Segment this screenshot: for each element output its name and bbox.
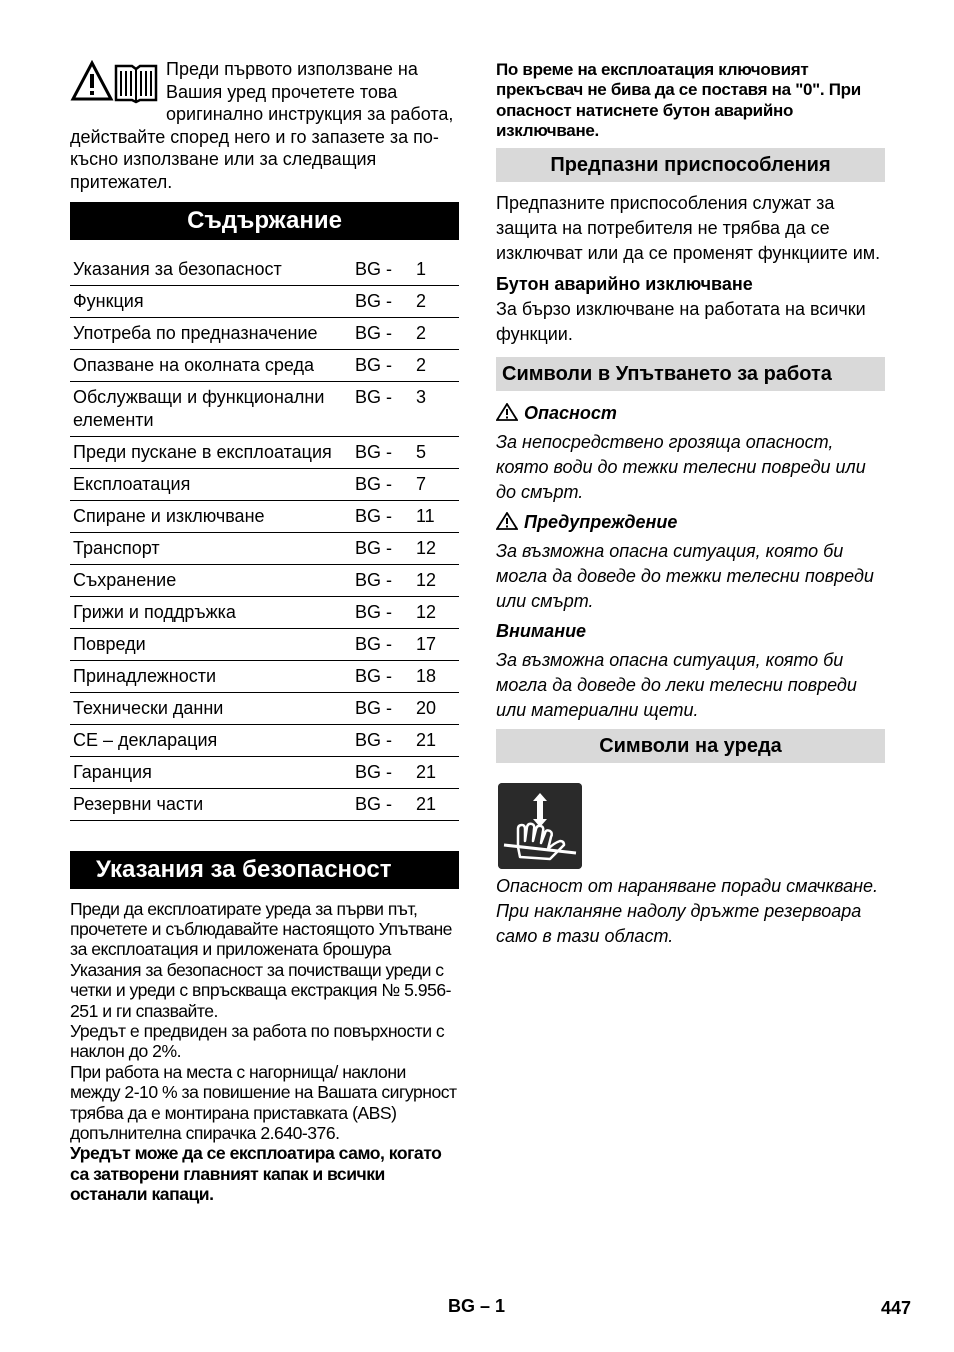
contents-row-code: BG - bbox=[348, 468, 413, 500]
contents-row-code: BG - bbox=[348, 349, 413, 381]
contents-row bbox=[70, 436, 459, 468]
safety-bold-paragraph: Уредът може да се експлоатира само, когато са затворени главният капак и всички останали капаци. bbox=[70, 1143, 442, 1205]
safety-paragraph: При работа на места с нагорнища/ наклони между 2-10 % за повишение на Вашата сигурност трябва да е монтирана приставката (ABS) допълнителна спирачка 2.640-376. bbox=[70, 1061, 457, 1144]
footer-code: BG – 1 bbox=[448, 1296, 506, 1316]
crush-hazard-icon bbox=[498, 783, 582, 869]
contents-row-code: BG - bbox=[348, 254, 413, 286]
contents-row-title: Принадлежности bbox=[70, 660, 348, 692]
caution-text: За възможна опасна ситуация, която би могла да доведе до леки телесни повреди или материални щети. bbox=[496, 649, 857, 720]
safety-paragraph: Уредът е предвиден за работа по повърхности с наклон до 2%. bbox=[70, 1021, 445, 1062]
contents-row-page: 7 bbox=[413, 468, 459, 500]
contents-row-page: 21 bbox=[413, 788, 459, 820]
contents-row bbox=[70, 788, 459, 820]
contents-row-title: Обслужващи и функционални елементи bbox=[70, 381, 348, 436]
contents-row-page: 12 bbox=[413, 532, 459, 564]
safety-heading: Указания за безопасност bbox=[70, 851, 459, 889]
contents-row-page: 2 bbox=[413, 285, 459, 317]
contents-row-code: BG - bbox=[348, 285, 413, 317]
warning-label: Предупреждение bbox=[524, 511, 678, 532]
contents-row-page: 12 bbox=[413, 596, 459, 628]
warning-text: За възможна опасна ситуация, която би могла да доведе до тежки телесни повреди или смърт. bbox=[496, 540, 874, 611]
contents-row-code: BG - bbox=[348, 756, 413, 788]
contents-row bbox=[70, 349, 459, 381]
contents-row-code: BG - bbox=[348, 500, 413, 532]
right-column bbox=[496, 60, 885, 949]
intro-text: Преди първото използване на Вашия уред прочетете това оригинално инструкция за работа, действайте според него и го запазете за по-късно използване или за следващия притежател. bbox=[70, 59, 454, 192]
danger-label: Опасност bbox=[524, 402, 617, 423]
contents-row bbox=[70, 317, 459, 349]
contents-row-title: Спиране и изключване bbox=[70, 500, 348, 532]
caution-label: Внимание bbox=[496, 620, 587, 641]
contents-row-code: BG - bbox=[348, 788, 413, 820]
contents-row-code: BG - bbox=[348, 532, 413, 564]
contents-row-title: Технически данни bbox=[70, 692, 348, 724]
contents-row bbox=[70, 724, 459, 756]
contents-row-page: 12 bbox=[413, 564, 459, 596]
contents-row-code: BG - bbox=[348, 381, 413, 436]
contents-row-title: Функция bbox=[70, 285, 348, 317]
contents-row-page: 21 bbox=[413, 724, 459, 756]
contents-row-page: 2 bbox=[413, 317, 459, 349]
warning-manual-icon bbox=[70, 60, 158, 104]
manual-symbols-heading: Символи в Упътването за работа bbox=[496, 357, 885, 391]
contents-row-title: Резервни части bbox=[70, 788, 348, 820]
contents-row-page: 2 bbox=[413, 349, 459, 381]
warning-triangle-icon bbox=[496, 403, 518, 421]
protective-heading: Предпазни приспособления bbox=[496, 148, 885, 182]
contents-row bbox=[70, 660, 459, 692]
contents-row bbox=[70, 692, 459, 724]
contents-row bbox=[70, 564, 459, 596]
device-symbols-heading: Символи на уреда bbox=[496, 729, 885, 763]
safety-text bbox=[70, 899, 459, 1205]
contents-row bbox=[70, 285, 459, 317]
contents-row-page: 18 bbox=[413, 660, 459, 692]
contents-row-page: 20 bbox=[413, 692, 459, 724]
danger-label-row bbox=[496, 401, 885, 426]
contents-row-title: Опазване на околната среда bbox=[70, 349, 348, 381]
contents-row-title: CE – декларация bbox=[70, 724, 348, 756]
contents-row-code: BG - bbox=[348, 436, 413, 468]
contents-row-title: Гаранция bbox=[70, 756, 348, 788]
contents-heading: Съдържание bbox=[70, 202, 459, 240]
contents-row-code: BG - bbox=[348, 564, 413, 596]
contents-row bbox=[70, 596, 459, 628]
contents-row-code: BG - bbox=[348, 317, 413, 349]
contents-row-code: BG - bbox=[348, 724, 413, 756]
contents-row-page: 11 bbox=[413, 500, 459, 532]
keyswitch-warning: По време на експлоатация ключовият прекъсвач не бива да се поставя на "0". При опасност натиснете бутон аварийно изключване. bbox=[496, 60, 861, 141]
safety-paragraph: Преди да експлоатирате уреда за първи път, прочетете и съблюдавайте настоящото Упътване за експлоатация и приложената брошура Указания за безопасност за почистващи уреди с четки и уреди с впръскваща екстракция № 5.956-251 и ги спазвайте. bbox=[70, 898, 452, 1021]
danger-text: За непосредствено грозяща опасност, която води до тежки телесни повреди или до смърт. bbox=[496, 431, 866, 502]
contents-row-code: BG - bbox=[348, 660, 413, 692]
device-symbol-text: Опасност от нараняване поради смачкване. При накланяне надолу дръжте резервоара само в тази област. bbox=[496, 875, 879, 946]
emergency-stop-heading: Бутон аварийно изключване bbox=[496, 273, 753, 294]
contents-row-page: 3 bbox=[413, 381, 459, 436]
contents-row bbox=[70, 756, 459, 788]
contents-row bbox=[70, 500, 459, 532]
contents-table bbox=[70, 254, 459, 821]
contents-row bbox=[70, 628, 459, 660]
protective-text: Предпазните приспособления служат за защита на потребителя не трябва да се изключват или да се променят функциите им. bbox=[496, 192, 881, 263]
contents-row-title: Указания за безопасност bbox=[70, 254, 348, 286]
contents-row-title: Преди пускане в експлоатация bbox=[70, 436, 348, 468]
contents-row-title: Грижи и поддръжка bbox=[70, 596, 348, 628]
contents-row-code: BG - bbox=[348, 692, 413, 724]
contents-row-code: BG - bbox=[348, 628, 413, 660]
contents-row-page: 17 bbox=[413, 628, 459, 660]
contents-row-page: 1 bbox=[413, 254, 459, 286]
contents-row-page: 21 bbox=[413, 756, 459, 788]
contents-row bbox=[70, 254, 459, 286]
contents-row-title: Съхранение bbox=[70, 564, 348, 596]
contents-row-code: BG - bbox=[348, 596, 413, 628]
warning-triangle-icon bbox=[496, 512, 518, 530]
intro-block bbox=[70, 58, 459, 194]
left-column bbox=[70, 58, 459, 1205]
contents-row bbox=[70, 532, 459, 564]
contents-row-page: 5 bbox=[413, 436, 459, 468]
page-number: 447 bbox=[880, 1298, 911, 1318]
contents-row-title: Употреба по предназначение bbox=[70, 317, 348, 349]
contents-row-title: Транспорт bbox=[70, 532, 348, 564]
contents-row-title: Повреди bbox=[70, 628, 348, 660]
contents-row bbox=[70, 468, 459, 500]
warning-label-row bbox=[496, 510, 885, 535]
contents-row bbox=[70, 381, 459, 436]
contents-row-title: Експлоатация bbox=[70, 468, 348, 500]
emergency-stop-text: За бързо изключване на работата на всички функции. bbox=[496, 298, 866, 344]
